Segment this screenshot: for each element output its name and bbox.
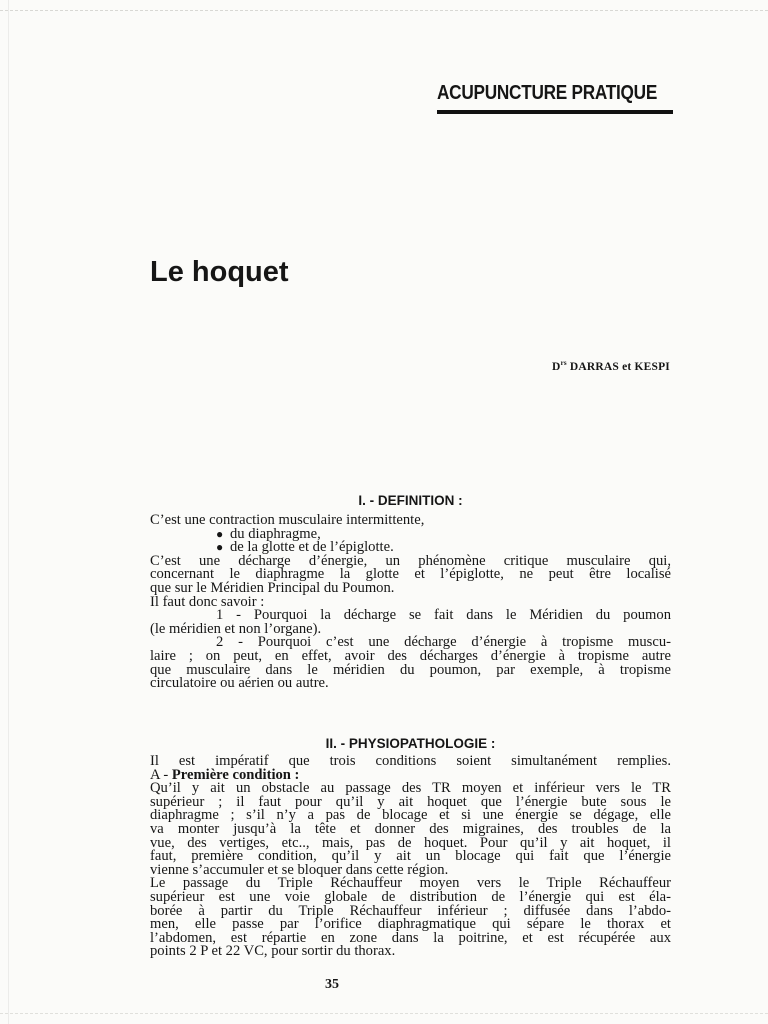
paragraph-line: supérieur ; il faut pour qu’il y ait hoquet que l’énergie bute sous le — [150, 793, 671, 810]
list-item: ● du diaphragme, — [216, 525, 321, 542]
article-authors — [552, 359, 670, 373]
paragraph-line: vienne s’accumuler et se bloquer dans cette région. — [150, 861, 449, 878]
paragraph-line: l’abdomen, est répartie en zone dans la poitrine, et est récupérée aux — [150, 929, 671, 946]
section-physiopathologie-text — [150, 755, 671, 959]
paragraph-line: concernant le diaphragme la glotte et l’épiglotte, ne peut être localisé — [150, 566, 671, 583]
paragraph-line: que sur le Méridien Principal du Poumon. — [150, 579, 395, 596]
authors-prefix: D — [552, 360, 561, 373]
scan-edge-bottom — [0, 1013, 768, 1015]
page-number: 35 — [325, 977, 339, 992]
section-heading-physiopathologie: II. - PHYSIOPATHOLOGIE : — [325, 736, 496, 751]
paragraph-line: vue, des vertiges, etc.., mais, pas de hoquet. Pour qu’il y ait hoquet, il — [150, 834, 671, 851]
section-definition-text — [150, 514, 671, 691]
paragraph-line: va monter jusqu’à la tête et donner des migraines, des troubles de la — [150, 820, 671, 837]
paragraph-line: Qu’il y ait un obstacle au passage des TR moyen et inférieur vers le TR — [150, 780, 671, 797]
paragraph-line: (le méridien et non l’organe). — [150, 620, 322, 637]
bullet-icon: ● — [216, 540, 224, 555]
paragraph-line: Il faut donc savoir : — [150, 593, 265, 610]
authors-names: DARRAS et KESPI — [566, 360, 670, 373]
paragraph-line: Il est impératif que trois conditions soient simultanément remplies. — [150, 753, 671, 769]
article-title: Le hoquet — [150, 256, 289, 288]
paragraph-line: C’est une décharge d’énergie, un phénomène critique musculaire qui, — [150, 552, 671, 569]
paragraph-line: laire ; on peut, en effet, avoir des décharges d’énergie à tropisme autre — [150, 647, 671, 664]
paragraph-line: que musculaire dans le méridien du poumon, par exemple, à tropisme — [150, 661, 671, 678]
list-item: ● de la glotte et de l’épiglotte. — [216, 539, 394, 556]
paragraph-line: Le passage du Triple Réchauffeur moyen vers le Triple Réchauffeur — [150, 875, 671, 892]
paragraph-line: borée à partir du Triple Réchauffeur inférieur ; diffusée dans l’abdo- — [150, 902, 671, 919]
paragraph-line: C’est une contraction musculaire intermittente, — [150, 512, 425, 528]
paragraph-line: points 2 P et 22 VC, pour sortir du thorax. — [150, 943, 396, 960]
paragraph-line: 2 - Pourquoi c’est une décharge d’énergie à tropisme muscu- — [216, 634, 671, 651]
section-header: ACUPUNCTURE PRATIQUE — [437, 82, 658, 104]
scan-edge-left — [8, 0, 9, 1024]
condition-label: A - Première condition : — [150, 766, 300, 783]
section-heading-definition: I. - DEFINITION : — [358, 493, 463, 508]
paragraph-line: supérieur est une voie globale de distribution de l’énergie qui est éla- — [150, 888, 671, 905]
authors-sup: rs — [560, 359, 567, 367]
paragraph-line: diaphragme ; s’il n’y a pas de blocage et si une énergie se dégage, elle — [150, 807, 671, 824]
paragraph-line: men, elle passe par l’orifice diaphragmatique qui sépare le thorax et — [150, 916, 671, 933]
header-rule — [437, 110, 673, 114]
bullet-icon: ● — [216, 526, 224, 541]
scan-edge-top — [0, 0, 768, 11]
paragraph-line: circulatoire ou aérien ou autre. — [150, 675, 329, 692]
paragraph-line: faut, première condition, qu’il y ait un blocage qui fait que l’énergie — [150, 848, 671, 865]
paragraph-line: 1 - Pourquoi la décharge se fait dans le Méridien du poumon — [216, 607, 671, 624]
